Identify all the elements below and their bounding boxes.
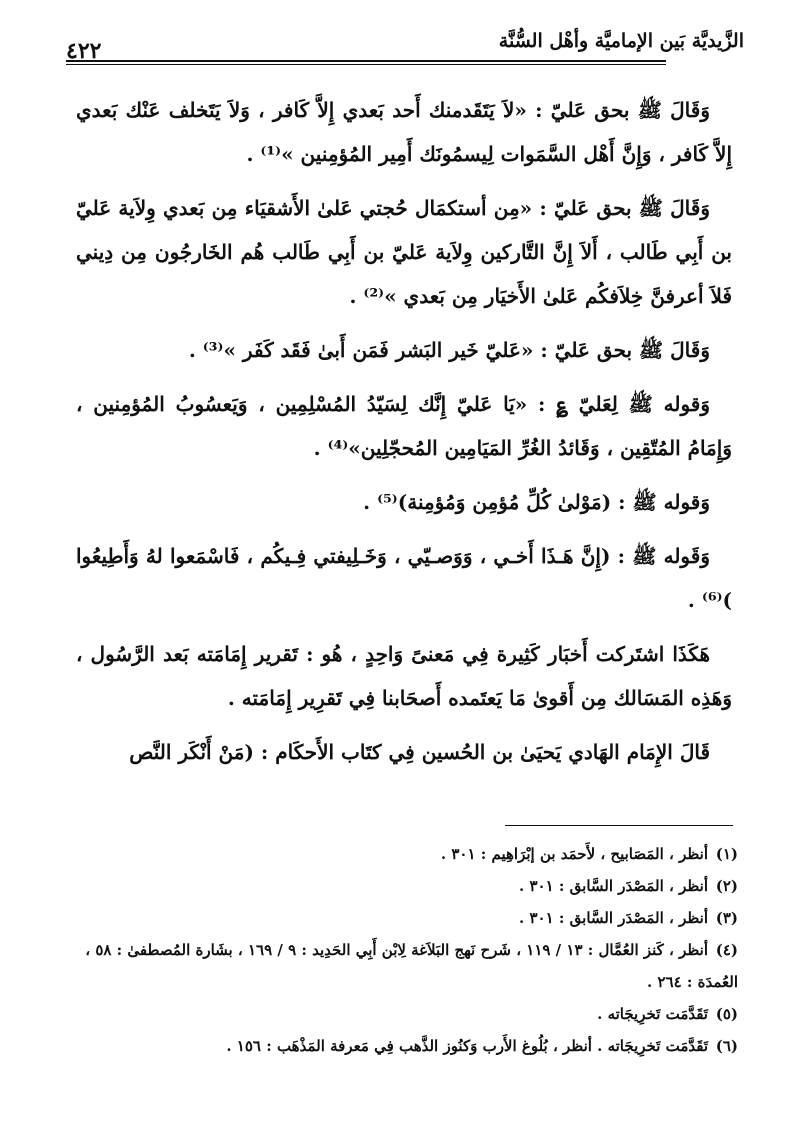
- paragraph-8: قَالَ الإِمَام الهَادي يَحيَىٰ بن الحُسين فِي كتَاب الأَحكَام : (مَنْ أَنْكَر النَّص: [129, 740, 710, 764]
- body-text: [76, 88, 732, 784]
- header-rule: [66, 60, 666, 65]
- page-number: ٤٢٢: [66, 38, 102, 64]
- footnote-5: [66, 998, 738, 1030]
- footnote-number: (٦): [715, 1037, 738, 1055]
- header-title: الزَّيديَّة بَين الإماميَّة وأهْل السُّنَّة: [498, 30, 744, 52]
- paragraph-7: هَكَذَا اشتَركت أَخبَار كَثِيرة فِي مَعنىً وَاحِدٍ ، هُو : تَقرير إِمَامَته بَعد الرَّسُول ، وَهَذِه المَسَالك مِن أَقوىٰ مَا يَعتَمده أَصحَابنا فِي تَقرِير إِمَامَته .: [76, 642, 732, 710]
- footnote-6: [66, 1030, 738, 1062]
- footnote-number: (٥): [715, 1005, 738, 1023]
- footnote-4: [66, 934, 738, 998]
- footnote-text: أنظر ، المَصْدَر السَّابق : ٣٠١ .: [519, 909, 708, 927]
- paragraph-4: وَقوله ﷺ لِعَليّ ؏ : «يَا عَليّ إِنَّك لِسَيّدُ المُسْلِمِين ، وَيَعسُوبُ المُؤمِنين ، وَإِمَامُ المُتّقِين ، وَقَائدُ الغُرِّ المَيَامِين المُحجّلِين»⁽⁴⁾ .: [76, 392, 732, 460]
- footnote-1: [66, 838, 738, 870]
- paragraph-5: وَقوله ﷺ : (مَوْلىٰ كُلِّ مُؤمِن وَمُؤمِنة)⁽⁵⁾ .: [363, 490, 710, 514]
- footnotes: [66, 838, 738, 1062]
- footnote-number: (٣): [715, 909, 738, 927]
- footnote-2: [66, 870, 738, 902]
- paragraph-6: وَقَوله ﷺ : (إِنَّ هَـذَا أَخـي ، وَوَصـيّي ، وَخَـلِيفتي فِـيكُم ، فَاسْمَعوا لهُ وَأَطِيعُوا )⁽⁶⁾ .: [76, 544, 732, 612]
- paragraph-2: وَقَالَ ﷺ بحق عَليّ : «مِن أستكمَال حُجتي عَلىٰ الأَشقيَاء مِن بَعدي وِلاَية عَليّ بن أَبِي طَالب ، أَلاَ إِنَّ التَّاركين وِلاَية عَليّ بن أَبِي طَالب هُم الخَارجُون مِن دِيني فَلاَ أعرفنَّ خِلاَفكُم عَلىٰ الأَخيَار مِن بَعدي »⁽²⁾ .: [76, 196, 732, 308]
- footnote-text: تَقَدَّمَت تَخرِيجَاته .: [597, 1005, 708, 1023]
- footnote-text: أنظر ، المَصَابيح ، لأَحمَد بن إبْرَاهِيم : ٣٠١ .: [440, 845, 708, 863]
- paragraph-1: وَقَالَ ﷺ بحق عَليّ : «لاَ يَتَقَدمنك أَحد بَعدي إِلاَّ كَافر ، وَلاَ يَتَخلف عَنْك بَعدي إِلاَّ كَافر ، وَإِنَّ أَهْل السَّمَوات لِيسمُونَك أَمِير المُؤمِنين »⁽¹⁾ .: [76, 98, 732, 166]
- paragraph-3: وَقَالَ ﷺ بحق عَليّ : «عَليّ خَير البَشر فَمَن أَبىٰ فَقَد كَفَر »⁽³⁾ .: [188, 338, 710, 362]
- footnote-3: [66, 902, 738, 934]
- footnote-text: تَقَدَّمَت تَخرِيجَاته . أنظر ، بُلُوغ الأَرب وَكنُوز الذَّهب فِي مَعرفة المَذْهَب : ١٥٦ .: [226, 1037, 708, 1055]
- footnote-number: (١): [715, 845, 738, 863]
- footnote-text: أنظر ، كَنز العُمَّال : ١٣ / ١١٩ ، شَرح نَهج البَلاَغة لِابْن أَبِي الحَدِيد : ٩ / ١٦٩ ، بشَارة المُصطفىٰ : ٥٨ ، العُمدَة : ٢٦٤ .: [85, 941, 738, 991]
- footnote-text: أنظر ، المَصْدَر السَّابق : ٣٠١ .: [519, 877, 708, 895]
- footnote-number: (٤): [715, 941, 738, 959]
- footnote-number: (٢): [715, 877, 738, 895]
- footnote-rule: [505, 825, 733, 826]
